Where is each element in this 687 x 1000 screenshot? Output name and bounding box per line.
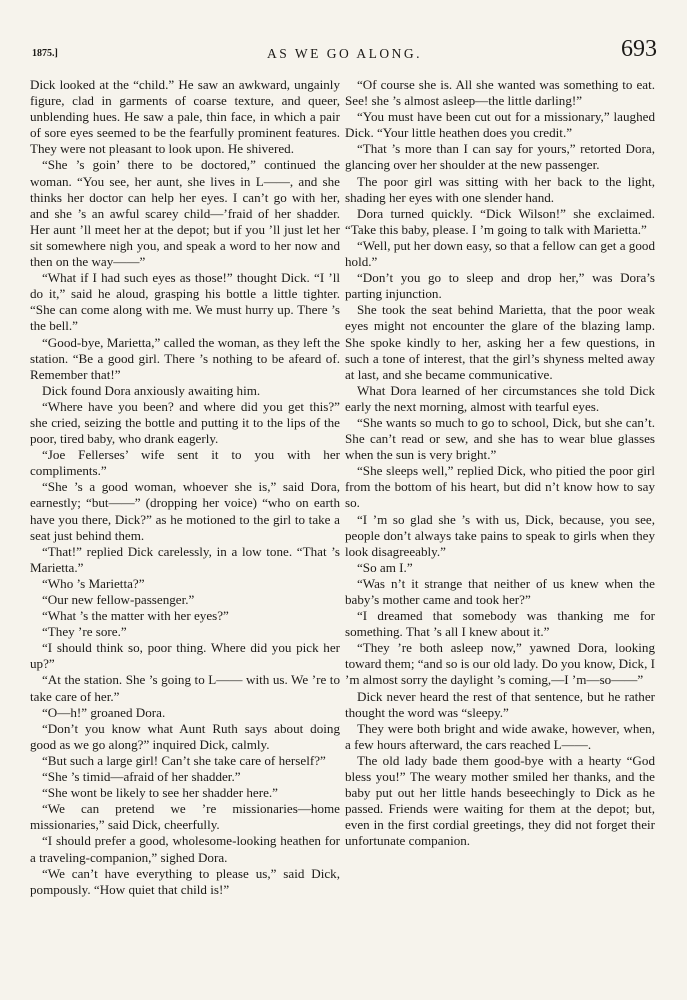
paragraph: “She ’s timid—afraid of her shadder.” [42,769,241,785]
paragraph: “Don’t you go to sleep and drop her,” was Dora’s parting injunction. [345,270,655,302]
paragraph: “That ’s more than I can say for yours,” retorted Dora, glancing over her shoulder at the new passenger. [345,141,655,173]
paragraph: “I should think so, poor thing. Where did you pick her up?” [30,640,340,672]
paragraph: “You must have been cut out for a missionary,” laughed Dick. “Your little heathen does you credit.” [345,109,655,141]
paragraph: “What ’s the matter with her eyes?” [42,608,229,624]
page-number: 693 [621,36,657,62]
paragraph: “What if I had such eyes as those!” thought Dick. “I ’ll do it,” said he aloud, grasping his bottle a little tighter. “She can come along with me. We must hurry up. There ’s the bell.” [30,270,340,334]
paragraph: What Dora learned of her circumstances she told Dick early the next morning, almost with tearful eyes. [345,382,655,414]
paragraph: Dora turned quickly. “Dick Wilson!” she exclaimed. “Take this baby, please. I ’m going to talk with Marietta.” [345,205,655,237]
paragraph: “Of course she is. All she wanted was something to eat. See! she ’s almost asleep—the little darling!” [345,77,655,109]
header-year: 1875.] [32,48,58,59]
paragraph: “I ’m so glad she ’s with us, Dick, because, you see, people don’t always take pains to speak to girls when they look disagreeably.” [345,511,655,559]
paragraph: “We can pretend we ’re missionaries—home missionaries,” said Dick, cheerfully. [30,801,340,833]
paragraph: “O—h!” groaned Dora. [42,704,166,720]
paragraph: “Don’t you know what Aunt Ruth says about doing good as we go along?” inquired Dick, calmly. [30,720,340,752]
paragraph: “They ’re both asleep now,” yawned Dora, looking toward them; “and so is our old lady. Do you know, Dick, I ’m almost sorry the daylight ’s coming,—I ’m—so——” [345,640,655,688]
paragraph: “Who ’s Marietta?” [42,575,145,591]
paragraph: “Good-bye, Marietta,” called the woman, as they left the station. “Be a good girl. There ’s nothing to be afeard of. Remember that!” [30,334,340,382]
paragraph: They were both bright and wide awake, however, when, a few hours afterward, the cars reached L——. [345,720,655,752]
paragraph: “She wants so much to go to school, Dick, but she can’t. She can’t read or sew, and she has to wear blue glasses when the sun is very bright.” [345,414,655,463]
paragraph: “So am I.” [357,559,413,575]
paragraph: “I should prefer a good, wholesome-looking heathen for a traveling-companion,” sighed Dora. [30,833,340,865]
paragraph: “She sleeps well,” replied Dick, who pitied the poor girl from the bottom of his heart, but did n’t know how to say so. [345,463,655,511]
paragraph: “Joe Fellerses’ wife sent it to you with her compliments.” [30,447,340,479]
paragraph: “Our new fellow-passenger.” [42,592,195,607]
paragraph: “Where have you been? and where did you get this?” she cried, seizing the bottle and putting it to the lips of the poor, tired baby, who drank eagerly. [30,398,340,447]
paragraph: “We can’t have everything to please us,” said Dick, pompously. “How quiet that child is!” [30,865,340,897]
right-column [345,77,655,850]
paragraph: “She ’s a good woman, whoever she is,” said Dora, earnestly; “but——” (dropping her voice) “who on earth have you there, Dick?” as he motioned to the girl to take a seat just behind them. [30,479,340,543]
paragraph: “She ’s goin’ there to be doctored,” continued the woman. “You see, her aunt, she lives in L——, and she thinks her doctor can help her eyes. I can’t go with her, and she ’s an awful scarey child—’fraid of her shadder. Her aunt ’ll meet her at the depot; but if you ’ll just let her sit somewhere nigh you, and speak a word to her now and then on the way——” [30,157,340,270]
paragraph: Dick looked at the “child.” He saw an awkward, ungainly figure, clad in garments of coarse texture, and queer, unblending hues. He saw a pale, thin face, in which a pair of sore eyes seemed to be the fearfully prominent features. They were not pleasant to look upon. He shivered. [30,77,340,157]
paragraph: “I dreamed that somebody was thanking me for something. That ’s all I knew about it.” [345,608,655,640]
paragraph: “At the station. She ’s going to L—— with us. We ’re to take care of her.” [30,672,340,704]
paragraph: The old lady bade them good-bye with a hearty “God bless you!” The weary mother smiled her thanks, and the baby put out her little hands beseechingly to Dick as he passed. Friends were waiting for them at the depot; but, even in the first cordial greetings, they did not forget their unfortunate companion. [345,752,655,849]
paragraph: “Was n’t it strange that neither of us knew when the baby’s mother came and took her?” [345,575,655,607]
running-header [32,36,657,68]
paragraph: Dick never heard the rest of that sentence, but he rather thought the word was “sleepy.” [345,688,655,720]
paragraph: The poor girl was sitting with her back to the light, shading her eyes with one slender hand. [345,173,655,205]
paragraph: “That!” replied Dick carelessly, in a low tone. “That ’s Marietta.” [30,543,340,575]
paragraph: “They ’re sore.” [42,624,127,640]
paragraph: “But such a large girl! Can’t she take care of herself?” [42,752,326,768]
paragraph: “She wont be likely to see her shadder here.” [42,785,278,801]
paragraph: “Well, put her down easy, so that a fellow can get a good hold.” [345,237,655,270]
paragraph: Dick found Dora anxiously awaiting him. [42,382,261,398]
paragraph: She took the seat behind Marietta, that the poor weak eyes might not encounter the glare of the blazing lamp. She spoke kindly to her, asking her a few questions, in such a tone of interest, that the girl’s shyness melted away at last, and she became communicative. [345,302,655,382]
header-title: AS WE GO ALONG. [267,46,422,61]
left-column [30,77,340,898]
